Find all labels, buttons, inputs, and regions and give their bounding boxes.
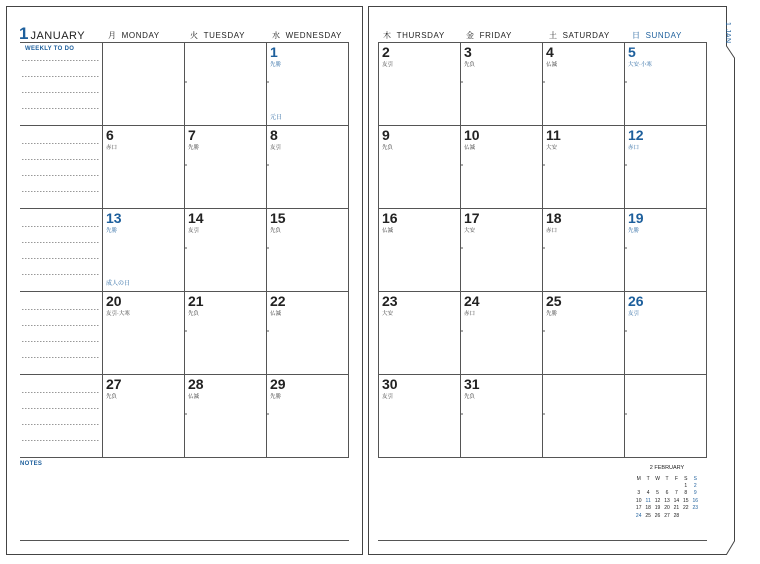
mini-day: 23 — [692, 505, 699, 512]
day-number: 22 — [270, 293, 286, 309]
day-number: 9 — [382, 127, 390, 143]
month-index-tab[interactable]: 1 JAN — [724, 22, 731, 44]
day-cell[interactable] — [624, 42, 706, 125]
mini-day: 28 — [673, 512, 680, 519]
mini-calendar-february — [634, 465, 700, 519]
day-number: 27 — [106, 376, 122, 392]
day-number: 26 — [628, 293, 644, 309]
mini-calendar-title: 2 FEBRUARY — [649, 465, 685, 471]
header-wednesday: 水 WEDNESDAY — [272, 31, 342, 40]
rokuyo-label: 仏滅 — [464, 145, 476, 151]
mini-day: 1 — [684, 483, 688, 490]
mini-calendar-row — [634, 505, 700, 512]
day-cell[interactable] — [542, 125, 624, 208]
day-cell-empty[interactable] — [102, 42, 184, 125]
day-cell[interactable] — [460, 42, 542, 125]
day-number: 2 — [382, 44, 390, 60]
rokuyo-label: 先勝 — [270, 62, 282, 68]
day-cell[interactable] — [624, 208, 706, 291]
mini-day: 7 — [675, 490, 678, 497]
rokuyo-label: 仏滅 — [188, 394, 200, 400]
mini-day: 19 — [654, 505, 661, 512]
rokuyo-label: 大安 — [464, 228, 476, 234]
day-number: 16 — [382, 210, 398, 226]
day-number: 23 — [382, 293, 398, 309]
day-number: 15 — [270, 210, 286, 226]
rokuyo-label: 大安 — [382, 311, 394, 317]
rokuyo-label: 仏滅 — [546, 62, 558, 68]
day-cell[interactable] — [266, 291, 348, 374]
header-saturday: 土 SATURDAY — [549, 31, 610, 40]
day-number: 7 — [188, 127, 196, 143]
mini-weekday: S — [693, 475, 697, 482]
day-cell[interactable] — [542, 208, 624, 291]
rokuyo-label: 大安·小寒 — [628, 62, 652, 68]
day-cell[interactable] — [624, 125, 706, 208]
day-cell[interactable] — [102, 125, 184, 208]
rokuyo-label: 先勝 — [628, 228, 640, 234]
mini-day: 21 — [673, 505, 680, 512]
mini-day — [662, 482, 671, 489]
mini-day: 3 — [637, 490, 641, 497]
day-cell[interactable] — [542, 42, 624, 125]
mini-day: 15 — [683, 497, 689, 504]
day-number: 20 — [106, 293, 122, 309]
mini-calendar-header-row — [634, 475, 700, 482]
mini-day: 25 — [645, 512, 651, 519]
rokuyo-label: 先負 — [464, 62, 476, 68]
day-cell-empty[interactable] — [624, 374, 706, 457]
mini-weekday: S — [684, 475, 688, 482]
rokuyo-label: 大安 — [546, 145, 558, 151]
rokuyo-label: 友引 — [270, 145, 282, 151]
rokuyo-label: 仏滅 — [382, 228, 394, 234]
day-cell[interactable] — [266, 208, 348, 291]
mini-day: 27 — [664, 512, 670, 519]
rokuyo-label: 友引 — [382, 394, 394, 400]
rokuyo-label: 赤口 — [106, 145, 118, 151]
rokuyo-label: 先勝 — [546, 311, 558, 317]
day-number: 11 — [546, 127, 561, 143]
rokuyo-label: 赤口 — [546, 228, 558, 234]
day-cell[interactable] — [378, 374, 460, 457]
mini-day: 22 — [683, 505, 689, 512]
day-number: 10 — [464, 127, 480, 143]
day-cell[interactable] — [184, 125, 266, 208]
day-number: 30 — [382, 376, 398, 392]
day-cell[interactable] — [184, 208, 266, 291]
mini-day: 2 — [693, 483, 697, 490]
mini-day — [691, 512, 700, 519]
day-number: 4 — [546, 44, 554, 60]
rokuyo-label: 先負 — [382, 145, 394, 151]
mini-day: 14 — [673, 497, 680, 504]
mini-calendar-table — [634, 475, 700, 519]
rokuyo-label: 友引 — [188, 228, 200, 234]
mini-day: 6 — [665, 490, 669, 497]
mini-weekday: M — [636, 475, 641, 482]
day-number: 18 — [546, 210, 562, 226]
rokuyo-label: 赤口 — [464, 311, 476, 317]
mini-weekday: T — [646, 475, 650, 482]
day-cell[interactable] — [378, 208, 460, 291]
header-friday: 金 FRIDAY — [466, 31, 512, 40]
day-cell[interactable] — [102, 291, 184, 374]
mini-day: 9 — [693, 490, 697, 497]
rokuyo-label: 先負 — [106, 394, 118, 400]
header-tuesday: 火 TUESDAY — [190, 31, 246, 40]
day-number: 19 — [628, 210, 644, 226]
day-number: 31 — [464, 376, 480, 392]
rokuyo-label: 先負 — [270, 228, 282, 234]
day-cell-empty[interactable] — [542, 374, 624, 457]
day-number: 3 — [464, 44, 472, 60]
rokuyo-label: 先負 — [188, 311, 200, 317]
mini-day: 12 — [654, 497, 661, 504]
mini-calendar-row — [634, 512, 700, 519]
holiday-label: 元日 — [270, 115, 283, 121]
day-cell[interactable] — [460, 291, 542, 374]
day-number: 6 — [106, 127, 114, 143]
rokuyo-label: 友引 — [628, 311, 640, 317]
mini-weekday: T — [665, 475, 669, 482]
day-cell[interactable] — [624, 291, 706, 374]
day-cell[interactable] — [266, 125, 348, 208]
day-cell-empty[interactable] — [184, 42, 266, 125]
mini-day: 24 — [635, 512, 642, 519]
mini-day: 18 — [645, 505, 651, 512]
day-cell[interactable] — [460, 374, 542, 457]
mini-day: 5 — [656, 490, 659, 497]
day-number: 17 — [464, 210, 480, 226]
mini-day: 13 — [664, 497, 670, 504]
day-cell[interactable] — [542, 291, 624, 374]
day-number: 21 — [188, 293, 204, 309]
mini-weekday: W — [655, 475, 660, 482]
day-cell[interactable] — [460, 208, 542, 291]
header-monday: 月 MONDAY — [108, 31, 160, 40]
day-number: 8 — [270, 127, 278, 143]
mini-calendar-row — [634, 497, 700, 504]
notes-label: NOTES — [20, 461, 43, 467]
day-cell[interactable] — [102, 208, 184, 291]
day-number: 12 — [628, 127, 644, 143]
mini-day: 26 — [654, 512, 661, 519]
day-number: 14 — [188, 210, 204, 226]
mini-calendar-row — [634, 482, 700, 489]
mini-day: 10 — [635, 497, 642, 504]
day-number: 24 — [464, 293, 480, 309]
mini-day — [634, 482, 643, 489]
day-cell[interactable] — [266, 42, 348, 125]
holiday-label: 成人の日 — [106, 281, 131, 287]
rokuyo-label: 友引·大寒 — [106, 311, 130, 317]
month-name: JANUARY — [30, 30, 86, 42]
mini-day: 11 — [645, 497, 651, 504]
mini-day: 4 — [646, 490, 650, 497]
rokuyo-label: 先勝 — [106, 228, 118, 234]
mini-calendar-row — [634, 490, 700, 497]
day-cell[interactable] — [184, 374, 266, 457]
mini-day — [643, 482, 652, 489]
mini-day: 17 — [635, 505, 642, 512]
mini-day — [672, 482, 681, 489]
day-number: 28 — [188, 376, 204, 392]
mini-day — [681, 512, 690, 519]
day-number: 25 — [546, 293, 562, 309]
day-cell[interactable] — [460, 125, 542, 208]
mini-day — [653, 482, 662, 489]
day-cell[interactable] — [378, 125, 460, 208]
day-cell[interactable] — [266, 374, 348, 457]
rokuyo-label: 仏滅 — [270, 311, 282, 317]
day-cell[interactable] — [102, 374, 184, 457]
rokuyo-label: 先勝 — [270, 394, 282, 400]
month-number: 1 — [19, 24, 29, 43]
mini-weekday: F — [674, 475, 678, 482]
day-number: 5 — [628, 44, 636, 60]
mini-day: 8 — [684, 490, 688, 497]
rokuyo-label: 先負 — [464, 394, 476, 400]
day-number: 1 — [270, 44, 278, 60]
header-sunday: 日 SUNDAY — [632, 31, 682, 40]
rokuyo-label: 先勝 — [188, 145, 200, 151]
weekly-todo-label: WEEKLY TO DO — [25, 46, 75, 52]
rokuyo-label: 友引 — [382, 62, 394, 68]
day-cell[interactable] — [378, 42, 460, 125]
header-thursday: 木 THURSDAY — [383, 31, 445, 40]
day-number: 29 — [270, 376, 286, 392]
mini-day: 20 — [664, 505, 670, 512]
mini-day: 16 — [692, 497, 699, 504]
day-cell[interactable] — [378, 291, 460, 374]
day-number: 13 — [106, 210, 122, 226]
rokuyo-label: 赤口 — [628, 145, 640, 151]
day-cell[interactable] — [184, 291, 266, 374]
